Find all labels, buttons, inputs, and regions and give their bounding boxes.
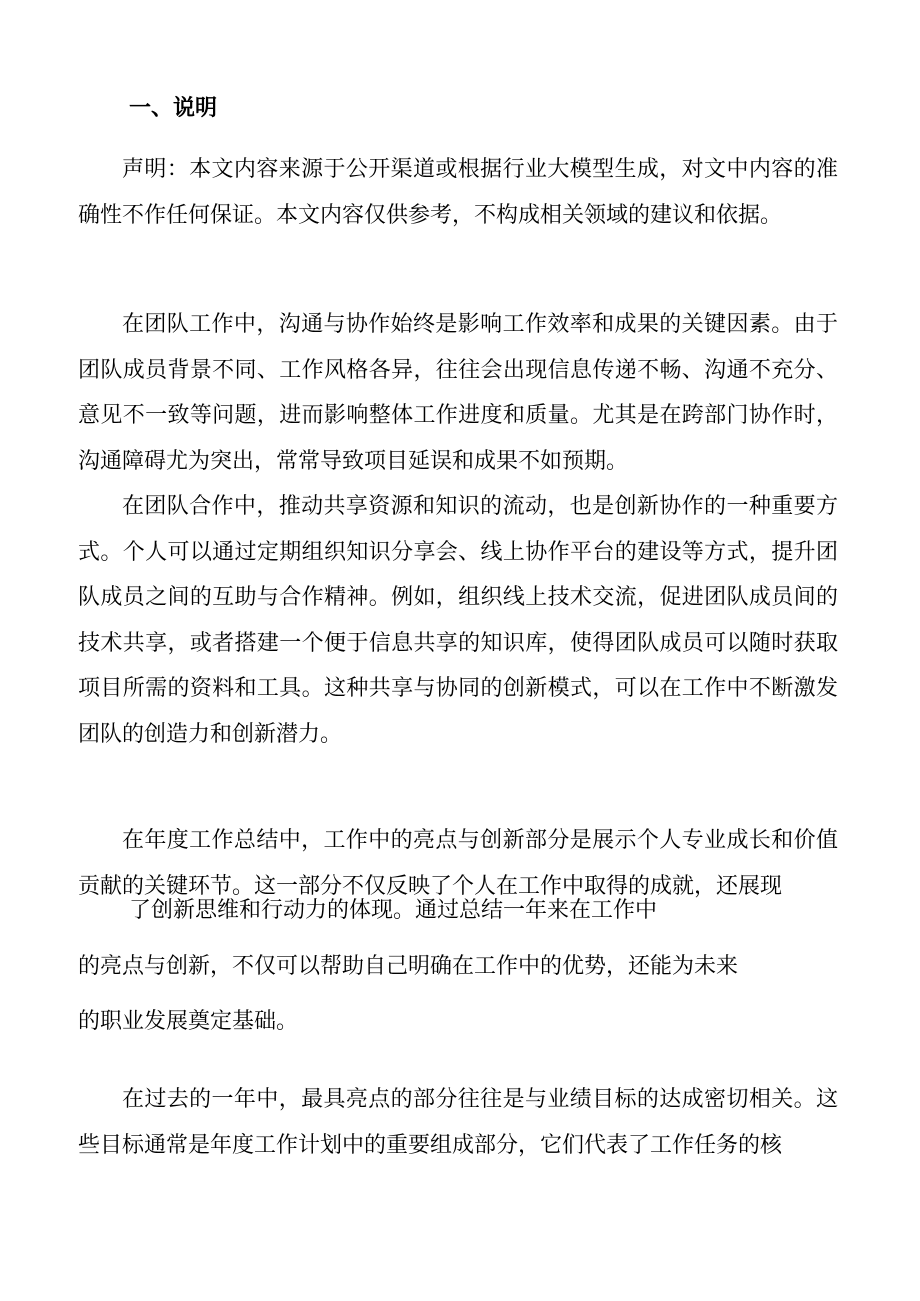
section-heading: 一、说明 — [129, 95, 218, 121]
text-line: 的亮点与创新，不仅可以帮助自己明确在工作中的优势，还能为未来 — [78, 954, 739, 979]
paragraph-disclaimer: 声明：本文内容来源于公开渠道或根据行业大模型生成，对文中内容的准确性不作任何保证。本文内容仅供参考，不构成相关领域的建议和依据。 — [78, 157, 838, 228]
text-line: 的职业发展奠定基础。 — [78, 1009, 299, 1034]
paragraph-annual-summary: 在年度工作总结中，工作中的亮点与创新部分是展示个人专业成长和价值贡献的关键环节。这一部分不仅反映了个人在工作中取得的成就，还展现 — [78, 828, 838, 899]
paragraph-communication: 在团队工作中，沟通与协作始终是影响工作效率和成果的关键因素。由于团队成员背景不同、工作风格各异，往往会出现信息传递不畅、沟通不充分、意见不一致等问题，进而影响整体工作进度和质量。尤其是在跨部门协作时，沟通障碍尤为突出，常常导致项目延误和成果不如预期。 — [78, 312, 838, 474]
paragraph-past-year: 在过去的一年中，最具亮点的部分往往是与业绩目标的达成密切相关。这些目标通常是年度工作计划中的重要组成部分，它们代表了工作任务的核 — [78, 1087, 838, 1158]
text-line: 了创新思维和行动力的体现。通过总结一年来在工作中 — [129, 898, 658, 923]
paragraph-knowledge-sharing: 在团队合作中，推动共享资源和知识的流动，也是创新协作的一种重要方式。个人可以通过定期组织知识分享会、线上协作平台的建设等方式，提升团队成员之间的互助与合作精神。例如，组织线上技术交流，促进团队成员间的技术共享，或者搭建一个便于信息共享的知识库，使得团队成员可以随时获取项目所需的资料和工具。这种共享与协同的创新模式，可以在工作中不断激发团队的创造力和创新潜力。 — [78, 494, 838, 747]
